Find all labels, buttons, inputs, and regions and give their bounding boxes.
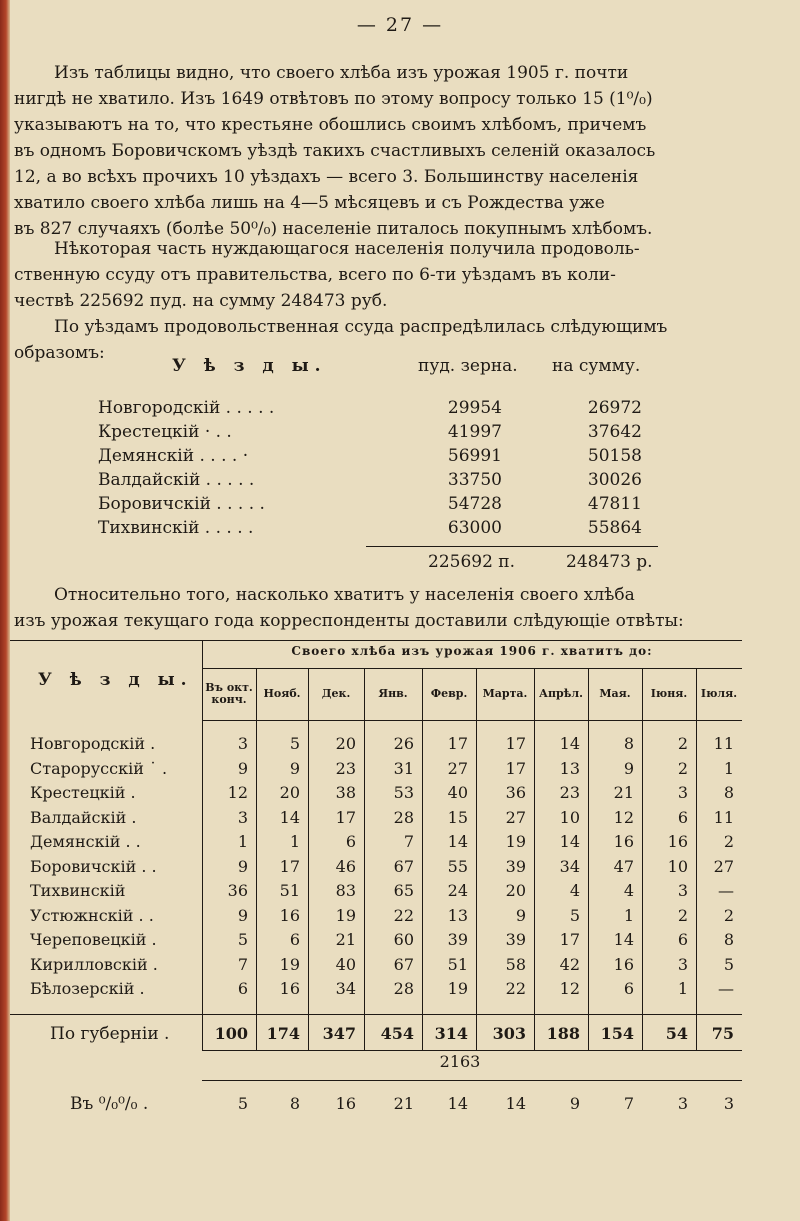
- table-cell: 22: [505, 979, 526, 998]
- loan-grain-value: 33750: [447, 470, 502, 490]
- table-cell: 8: [623, 734, 634, 753]
- loan-grain-value: 41997: [447, 422, 502, 442]
- table-cell: 17: [505, 734, 526, 753]
- table-cell: —: [718, 881, 734, 900]
- column-header: Въ окт. конч.: [205, 681, 253, 706]
- table-cell: 3: [237, 807, 248, 827]
- percent-cell: 5: [237, 1094, 248, 1113]
- loan-sum-value: 55864: [587, 518, 642, 538]
- paragraph-line: указываютъ на то, что крестьяне обошлись своимъ хлѣбомъ, причемъ: [14, 115, 647, 135]
- loan-total-rule: [366, 546, 658, 547]
- table-cell: 3: [677, 783, 688, 802]
- table-cell: 10: [559, 807, 580, 827]
- table-cell: 16: [613, 954, 634, 974]
- loan-sum-value: 26972: [587, 398, 642, 418]
- table-cell: 12: [613, 807, 634, 827]
- table-cell: 5: [723, 954, 734, 974]
- table-cell: 27: [447, 758, 468, 778]
- table-cell: 14: [613, 930, 634, 949]
- loan-sum-value: 50158: [587, 446, 642, 466]
- table-cell: 42: [559, 954, 580, 974]
- total-cell: 314: [434, 1024, 468, 1043]
- paragraph-line: Изъ таблицы видно, что своего хлѣба изъ урожая 1905 г. почти: [54, 63, 629, 83]
- table-cell: 67: [393, 954, 414, 974]
- table-cell: 2: [677, 758, 688, 778]
- percent-cell: 21: [393, 1094, 414, 1113]
- table-cell: 5: [569, 905, 580, 925]
- table-cell: 17: [447, 734, 468, 753]
- paragraph-harvest-1905: [14, 60, 780, 242]
- uezd-name: Тихвинскій: [30, 881, 126, 900]
- table-cell: 6: [677, 930, 688, 949]
- column-header-rule: [202, 720, 742, 721]
- loan-total-sum: 248473 р.: [566, 552, 653, 572]
- table-cell: 1: [623, 905, 634, 925]
- table-cell: 20: [505, 881, 526, 900]
- paragraph-line: изъ урожая текущаго года корреспонденты доставили слѣдующіе отвѣты:: [14, 611, 684, 631]
- table-cell: 19: [335, 905, 356, 925]
- column-header: Янв.: [378, 687, 408, 700]
- loan-grain-value: 54728: [447, 494, 502, 514]
- loan-header-uezd: У ѣ з д ы.: [172, 356, 327, 376]
- header-rule: [202, 668, 742, 669]
- table-cell: 9: [623, 758, 634, 778]
- table-cell: 12: [559, 979, 580, 998]
- table-cell: 9: [237, 905, 248, 925]
- table-cell: 2: [723, 905, 734, 925]
- percent-cell: 3: [723, 1094, 734, 1113]
- column-header: Іюня.: [650, 687, 688, 700]
- table-cell: 21: [335, 930, 356, 949]
- paragraph-line: чествѣ 225692 пуд. на сумму 248473 руб.: [14, 291, 388, 311]
- total-cell: 75: [711, 1024, 734, 1043]
- paragraph-harvest-1906-intro: [14, 582, 780, 634]
- table-cell: 16: [667, 832, 688, 851]
- table-cell: 16: [279, 979, 300, 998]
- table-cell: 24: [447, 881, 468, 900]
- total-row-label: По губерніи .: [50, 1024, 170, 1044]
- table-cell: 27: [713, 856, 734, 876]
- percent-cell: 9: [569, 1094, 580, 1113]
- table-cell: 39: [505, 856, 526, 876]
- uezd-name: Валдайскій .: [30, 807, 137, 827]
- paragraph-line: хватило своего хлѣба лишь на 4—5 мѣсяцевъ и съ Рождества уже: [14, 193, 605, 213]
- table-cell: 28: [393, 807, 414, 827]
- paragraph-government-loan: [14, 236, 780, 314]
- uezd-name: Кирилловскій .: [30, 954, 158, 974]
- table-cell: 14: [447, 832, 468, 851]
- table-cell: 40: [335, 954, 356, 974]
- table-cell: 13: [559, 758, 580, 778]
- paragraph-line: По уѣздамъ продовольственная ссуда распредѣлилась слѣдующимъ: [54, 317, 668, 337]
- table-cell: 39: [505, 930, 526, 949]
- paragraph-line: образомъ:: [14, 343, 105, 363]
- percent-cell: 3: [677, 1094, 688, 1113]
- table-cell: 21: [613, 783, 634, 802]
- percent-cell: 14: [447, 1094, 468, 1113]
- loan-row: [0, 446, 800, 470]
- table-cell: 55: [447, 856, 468, 876]
- table-cell: 5: [289, 734, 300, 753]
- table-cell: 26: [393, 734, 414, 753]
- column-header: Дек.: [321, 687, 351, 700]
- column-header: Марта.: [482, 687, 528, 700]
- table-cell: 7: [403, 832, 414, 851]
- total-bottom-rule: [202, 1050, 742, 1051]
- loan-uezd-name: Демянскій . . . . ·: [98, 446, 249, 466]
- table-cell: 14: [559, 734, 580, 753]
- loan-grain-value: 63000: [447, 518, 502, 538]
- loan-uezd-name: Валдайскій . . . . .: [98, 470, 255, 490]
- table-cell: 1: [237, 832, 248, 851]
- table-cell: 23: [559, 783, 580, 802]
- body-bottom-rule: [10, 1014, 742, 1015]
- table-cell: 6: [289, 930, 300, 949]
- table-cell: 34: [335, 979, 356, 998]
- paragraph-line: въ одномъ Боровичскомъ уѣздѣ такихъ счастливыхъ селеній оказалось: [14, 141, 656, 161]
- table-cell: 23: [335, 758, 356, 778]
- table-cell: 47: [613, 856, 634, 876]
- column-header: Іюля.: [700, 687, 738, 700]
- uezd-name: Череповецкій .: [30, 930, 157, 949]
- table-cell: 14: [559, 832, 580, 851]
- loan-header-grain: пуд. зерна.: [418, 356, 518, 376]
- table-cell: 6: [345, 832, 356, 851]
- table-cell: 22: [393, 905, 414, 925]
- total-cell: 347: [322, 1024, 356, 1043]
- loan-sum-value: 30026: [587, 470, 642, 490]
- table-cell: 51: [279, 881, 300, 900]
- loan-row: [0, 518, 800, 542]
- column-header: Нояб.: [263, 687, 301, 700]
- table-cell: 60: [393, 930, 414, 949]
- loan-grain-value: 56991: [447, 446, 502, 466]
- table-cell: 8: [723, 783, 734, 802]
- table-cell: 7: [237, 954, 248, 974]
- total-cell: 100: [214, 1024, 248, 1043]
- table-cell: 1: [723, 758, 734, 778]
- table-cell: 15: [447, 807, 468, 827]
- loan-row: [0, 494, 800, 518]
- table-cell: 3: [237, 734, 248, 753]
- table-cell: 1: [677, 979, 688, 998]
- table-cell: 11: [713, 734, 734, 753]
- table-cell: 9: [237, 758, 248, 778]
- uezd-name: Старорусскій ˙ .: [30, 758, 168, 778]
- table-cell: 3: [677, 954, 688, 974]
- percent-cell: 14: [505, 1094, 526, 1113]
- uezd-name: Демянскій . .: [30, 832, 141, 851]
- percent-cell: 16: [335, 1094, 356, 1113]
- table-cell: 2: [677, 905, 688, 925]
- table-cell: 51: [447, 954, 468, 974]
- loan-row: [0, 470, 800, 494]
- percent-cell: 8: [289, 1094, 300, 1113]
- table-cell: 13: [447, 905, 468, 925]
- paragraph-loan-distribution: [14, 314, 780, 366]
- table-cell: 4: [569, 881, 580, 900]
- loan-uezd-name: Тихвинскій . . . . .: [98, 518, 254, 538]
- paragraph-line: Нѣкоторая часть нуждающагося населенія получила продоволь-: [54, 239, 640, 259]
- table-cell: 1: [289, 832, 300, 851]
- table-cell: 8: [723, 930, 734, 949]
- table-cell: 6: [623, 979, 634, 998]
- column-header: Февр.: [430, 687, 468, 700]
- table-cell: 53: [393, 783, 414, 802]
- table-cell: 5: [237, 930, 248, 949]
- paragraph-line: 12, а во всѣхъ прочихъ 10 уѣздахъ — всего 3. Большинству населенія: [14, 167, 639, 187]
- table-cell: 17: [559, 930, 580, 949]
- table-cell: 31: [393, 758, 414, 778]
- table-cell: 19: [447, 979, 468, 998]
- table-cell: 27: [505, 807, 526, 827]
- table-cell: 10: [667, 856, 688, 876]
- table-cell: 9: [289, 758, 300, 778]
- loan-total-grain: 225692 п.: [428, 552, 516, 572]
- table-cell: 28: [393, 979, 414, 998]
- table-cell: 17: [505, 758, 526, 778]
- table-cell: 16: [279, 905, 300, 925]
- table-cell: 14: [279, 807, 300, 827]
- table-cell: 4: [623, 881, 634, 900]
- table-cell: 16: [613, 832, 634, 851]
- paragraph-line: Относительно того, насколько хватитъ у населенія своего хлѣба: [54, 585, 635, 605]
- table-super-header: Своего хлѣба изъ урожая 1906 г. хватитъ до:: [291, 644, 653, 658]
- loan-uezd-name: Боровичскій . . . . .: [98, 494, 265, 514]
- paragraph-line: въ 827 случаяхъ (болѣе 50⁰/₀) населеніе питалось покупнымъ хлѣбомъ.: [14, 219, 653, 239]
- table-cell: 3: [677, 881, 688, 900]
- uezd-name: Боровичскій . .: [30, 856, 157, 876]
- table-cell: 46: [335, 856, 356, 876]
- loan-uezd-name: Крестецкій · . .: [98, 422, 232, 442]
- table-cell: 19: [505, 832, 526, 851]
- table-cell: 11: [713, 807, 734, 827]
- table-cell: 9: [237, 856, 248, 876]
- table-cell: 20: [335, 734, 356, 753]
- table-header-uezd: У ѣ з д ы.: [38, 670, 193, 690]
- harvest-sufficiency-table: [10, 640, 742, 1144]
- table-cell: 17: [335, 807, 356, 827]
- loan-sum-value: 47811: [587, 494, 642, 514]
- table-cell: 39: [447, 930, 468, 949]
- table-cell: 6: [677, 807, 688, 827]
- percent-row-label: Въ ⁰/₀⁰/₀ .: [70, 1094, 149, 1114]
- table-cell: 38: [335, 783, 356, 802]
- uezd-name: Бѣлозерскій .: [30, 979, 145, 998]
- loan-header-sum: на сумму.: [552, 356, 641, 376]
- table-cell: 36: [505, 783, 526, 802]
- uezd-name: Новгородскій .: [30, 734, 156, 753]
- table-cell: 34: [559, 856, 580, 876]
- grand-total: 2163: [439, 1052, 481, 1071]
- total-cell: 454: [380, 1024, 414, 1043]
- book-binding-edge: [0, 0, 10, 1221]
- table-cell: 58: [505, 954, 526, 974]
- total-cell: 188: [546, 1024, 580, 1043]
- column-header: Мая.: [599, 687, 631, 700]
- table-cell: 19: [279, 954, 300, 974]
- table-cell: 20: [279, 783, 300, 802]
- table-cell: 40: [447, 783, 468, 802]
- total-cell: 154: [600, 1024, 634, 1043]
- page-number: — 27 —: [356, 14, 444, 36]
- table-cell: 9: [515, 905, 526, 925]
- table-cell: 67: [393, 856, 414, 876]
- table-cell: —: [718, 979, 734, 998]
- table-cell: 2: [677, 734, 688, 753]
- column-header: Апрѣл.: [538, 687, 584, 700]
- total-cell: 54: [665, 1024, 688, 1043]
- loan-grain-value: 29954: [447, 398, 502, 418]
- paragraph-line: нигдѣ не хватило. Изъ 1649 отвѣтовъ по этому вопросу только 15 (1⁰/₀): [14, 89, 653, 109]
- loan-row: [0, 398, 800, 422]
- loan-uezd-name: Новгородскій . . . . .: [98, 398, 275, 418]
- table-cell: 36: [227, 881, 248, 900]
- total-cell: 303: [492, 1024, 526, 1043]
- table-cell: 2: [723, 832, 734, 851]
- table-cell: 6: [237, 979, 248, 998]
- total-cell: 174: [266, 1024, 300, 1043]
- uezd-name: Устюжнскій . .: [30, 905, 154, 925]
- table-cell: 17: [279, 856, 300, 876]
- uezd-name: Крестецкій .: [30, 783, 136, 802]
- table-cell: 12: [227, 783, 248, 802]
- paragraph-line: ственную ссуду отъ правительства, всего по 6-ти уѣздамъ въ коли-: [14, 265, 616, 285]
- loan-row: [0, 422, 800, 446]
- loan-sum-value: 37642: [587, 422, 642, 442]
- percent-cell: 7: [623, 1094, 634, 1113]
- table-cell: 65: [393, 881, 414, 900]
- table-cell: 83: [335, 881, 356, 900]
- grand-bottom-rule: [202, 1080, 742, 1081]
